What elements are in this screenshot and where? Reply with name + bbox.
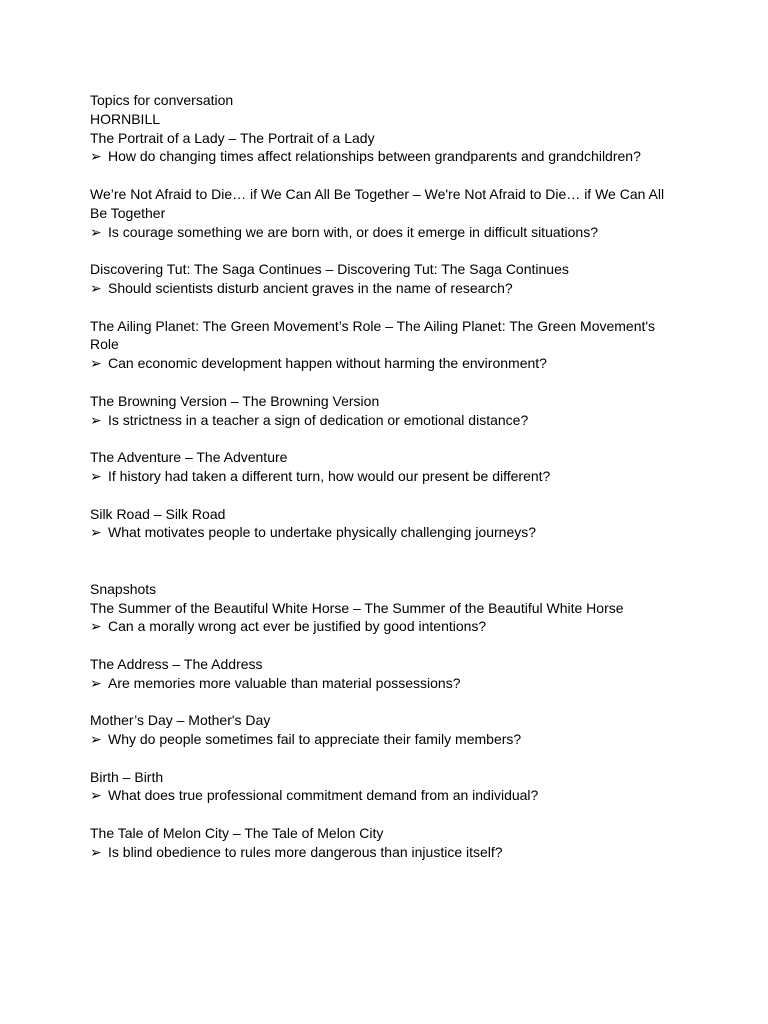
topic-question (90, 279, 680, 298)
topic-question (90, 354, 680, 373)
topic-title: Birth – Birth (90, 768, 164, 785)
arrow-bullet-icon: ➢ (90, 524, 102, 541)
arrow-bullet-icon: ➢ (90, 731, 102, 748)
question-text: Is courage something we are born with, or does it emerge in difficult situations? (108, 223, 598, 240)
arrow-bullet-icon: ➢ (90, 355, 102, 372)
question-text: Can economic development happen without harming the environment? (108, 355, 547, 372)
topic-question (90, 786, 680, 805)
topic-question (90, 467, 680, 486)
topic-question (90, 223, 680, 242)
section-title: HORNBILL (90, 110, 161, 127)
topic-title: The Portrait of a Lady – The Portrait of a Lady (90, 129, 375, 146)
arrow-bullet-icon: ➢ (90, 843, 102, 860)
topic-title: The Tale of Melon City – The Tale of Melon City (90, 825, 384, 842)
topic-entry (90, 711, 680, 749)
question-text: Are memories more valuable than material possessions? (108, 674, 461, 691)
topic-entry (90, 260, 680, 298)
topic-title: Discovering Tut: The Saga Continues – Discovering Tut: The Saga Continues (90, 261, 569, 278)
question-text: Should scientists disturb ancient graves in the name of research? (108, 279, 513, 296)
topic-question (90, 411, 680, 430)
arrow-bullet-icon: ➢ (90, 223, 102, 240)
question-text: If history had taken a different turn, how would our present be different? (108, 467, 551, 484)
topic-question (90, 523, 680, 542)
arrow-bullet-icon: ➢ (90, 279, 102, 296)
arrow-bullet-icon: ➢ (90, 467, 102, 484)
topic-title: The Ailing Planet: The Green Movement’s Role – The Ailing Planet: The Green Movement's Role (90, 317, 656, 353)
topic-question (90, 617, 680, 636)
question-text: What does true professional commitment demand from an individual? (108, 787, 539, 804)
section-hornbill (90, 110, 680, 542)
arrow-bullet-icon: ➢ (90, 148, 102, 165)
topic-entry (90, 129, 680, 167)
topic-entry (90, 505, 680, 543)
document-body (90, 91, 680, 880)
question-text: Is strictness in a teacher a sign of dedication or emotional distance? (108, 411, 529, 428)
question-text: Can a morally wrong act ever be justified by good intentions? (108, 618, 487, 635)
topic-entry (90, 599, 680, 637)
question-text: Why do people sometimes fail to appreciate their family members? (108, 731, 522, 748)
question-text: Is blind obedience to rules more dangerous than injustice itself? (108, 843, 503, 860)
topic-entry (90, 768, 680, 806)
section-spacer (90, 561, 680, 580)
topic-entry (90, 392, 680, 430)
arrow-bullet-icon: ➢ (90, 787, 102, 804)
question-text: How do changing times affect relationships between grandparents and grandchildren? (108, 148, 641, 165)
topic-entry (90, 824, 680, 862)
arrow-bullet-icon: ➢ (90, 411, 102, 428)
question-text: What motivates people to undertake physically challenging journeys? (108, 524, 537, 541)
topic-question (90, 843, 680, 862)
topic-entry (90, 317, 680, 373)
topic-entry (90, 448, 680, 486)
section-snapshots (90, 580, 680, 862)
topic-title: The Adventure – The Adventure (90, 449, 288, 466)
topic-question (90, 730, 680, 749)
topic-title: The Address – The Address (90, 655, 263, 672)
topic-question (90, 674, 680, 693)
section-title: Snapshots (90, 580, 157, 597)
topic-question (90, 147, 680, 166)
topic-title: We’re Not Afraid to Die… if We Can All Be Together – We're Not Afraid to Die… if We Can All Be Together (90, 185, 665, 221)
topic-title: The Summer of the Beautiful White Horse – The Summer of the Beautiful White Horse (90, 599, 624, 616)
topic-title: The Browning Version – The Browning Version (90, 392, 380, 409)
arrow-bullet-icon: ➢ (90, 618, 102, 635)
topic-title: Mother’s Day – Mother's Day (90, 712, 271, 729)
page-heading: Topics for conversation (90, 92, 234, 108)
topic-title: Silk Road – Silk Road (90, 505, 226, 522)
arrow-bullet-icon: ➢ (90, 674, 102, 691)
topic-entry (90, 655, 680, 693)
topic-entry (90, 185, 680, 241)
